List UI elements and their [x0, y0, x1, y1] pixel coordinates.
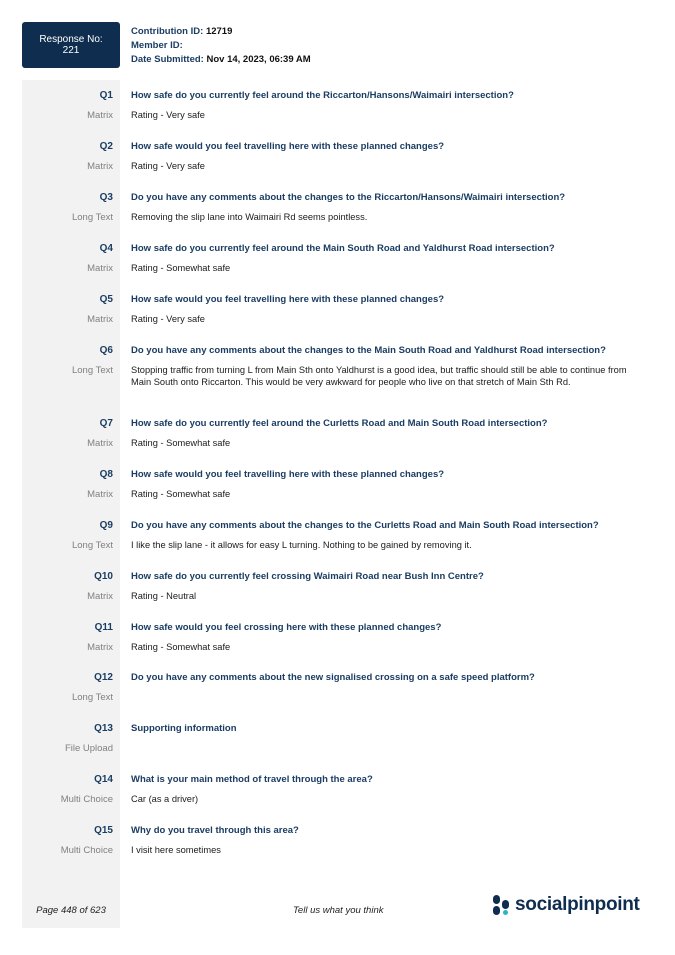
question-block: [0, 189, 675, 223]
answer-type: Matrix: [87, 263, 113, 274]
question-number: Q12: [94, 671, 113, 683]
question-text: How safe would you feel travelling here with these planned changes?: [131, 140, 445, 152]
question-text: How safe would you feel crossing here with these planned changes?: [131, 621, 442, 633]
answer-type: Matrix: [87, 642, 113, 653]
answer-text: Rating - Somewhat safe: [131, 438, 231, 448]
question-block: [0, 619, 675, 653]
answer-text: I like the slip lane - it allows for easy L turning. Nothing to be gained by removing it.: [131, 540, 472, 550]
question-block: [0, 822, 675, 856]
question-block: [0, 138, 675, 172]
question-block: [0, 466, 675, 500]
question-number: Q5: [99, 293, 113, 305]
answer-type: File Upload: [64, 743, 113, 754]
footer-tagline: Tell us what you think: [293, 905, 384, 916]
response-label: Response No:: [39, 34, 103, 45]
pinpoint-logo-icon: [492, 894, 510, 916]
question-block: [0, 720, 675, 754]
answer-type: Matrix: [87, 438, 113, 449]
question-number: Q13: [94, 722, 113, 734]
question-text: How safe do you currently feel around the Riccarton/Hansons/Waimairi intersection?: [131, 89, 514, 101]
question-number: Q4: [99, 242, 113, 254]
question-text: Do you have any comments about the changes to the Curletts Road and Main South Road intersection?: [131, 519, 599, 531]
answer-type: Long Text: [71, 365, 113, 376]
answer-text: Rating - Neutral: [131, 591, 197, 601]
contribution-label: Contribution ID:: [131, 26, 204, 37]
answer-type: Matrix: [87, 591, 113, 602]
question-text: How safe do you currently feel around the Curletts Road and Main South Road intersection?: [131, 417, 548, 429]
question-text: Supporting information: [131, 722, 237, 734]
answer-text: I visit here sometimes: [131, 845, 221, 855]
date-submitted: Nov 14, 2023, 06:39 AM: [206, 54, 311, 65]
question-block: [0, 771, 675, 805]
answer-type: Matrix: [87, 314, 113, 325]
question-text: How safe do you currently feel around the Main South Road and Yaldhurst Road intersection?: [131, 242, 555, 254]
question-block: [0, 415, 675, 449]
page-number: Page 448 of 623: [36, 905, 106, 916]
question-text: Do you have any comments about the changes to the Main South Road and Yaldhurst Road intersection?: [131, 344, 606, 356]
answer-text: Rating - Somewhat safe: [131, 489, 231, 499]
date-label: Date Submitted:: [131, 54, 204, 65]
question-block: [0, 342, 675, 387]
submission-meta: [131, 25, 311, 67]
question-block: [0, 669, 675, 703]
question-text: Why do you travel through this area?: [131, 824, 299, 836]
question-number: Q14: [94, 773, 113, 785]
question-number: Q6: [99, 344, 113, 356]
socialpinpoint-logo: [492, 894, 640, 916]
contribution-id: 12719: [205, 26, 233, 37]
question-number: Q15: [94, 824, 113, 836]
answer-type: Long Text: [71, 540, 113, 551]
answer-text: Rating - Very safe: [131, 314, 205, 324]
question-number: Q10: [94, 570, 113, 582]
answer-type: Multi Choice: [60, 794, 113, 805]
question-number: Q7: [99, 417, 113, 429]
response-number-badge: [22, 22, 120, 68]
question-block: [0, 291, 675, 325]
question-text: How safe would you feel travelling here with these planned changes?: [131, 468, 445, 480]
question-text: Do you have any comments about the changes to the Riccarton/Hansons/Waimairi intersection?: [131, 191, 566, 203]
question-number: Q9: [99, 519, 113, 531]
answer-type: Matrix: [87, 489, 113, 500]
question-text: How safe do you currently feel crossing Waimairi Road near Bush Inn Centre?: [131, 570, 484, 582]
question-number: Q8: [99, 468, 113, 480]
question-text: How safe would you feel travelling here with these planned changes?: [131, 293, 445, 305]
date-submitted-row: [131, 53, 311, 67]
question-number: Q3: [99, 191, 113, 203]
answer-text: Rating - Somewhat safe: [131, 642, 231, 652]
answer-type: Long Text: [71, 212, 113, 223]
question-text: Do you have any comments about the new signalised crossing on a safe speed platform?: [131, 671, 535, 683]
answer-text: Car (as a driver): [131, 794, 199, 804]
question-block: [0, 87, 675, 121]
answer-text: Removing the slip lane into Waimairi Rd seems pointless.: [131, 212, 368, 222]
question-block: [0, 240, 675, 274]
answer-type: Multi Choice: [60, 845, 113, 856]
answer-type: Matrix: [87, 110, 113, 121]
answer-text: Rating - Very safe: [131, 161, 205, 171]
contribution-id-row: [131, 25, 311, 39]
member-label: Member ID:: [131, 40, 183, 51]
question-number: Q1: [99, 89, 113, 101]
question-number: Q11: [94, 621, 113, 633]
response-number: 221: [62, 45, 80, 56]
question-text: What is your main method of travel through the area?: [131, 773, 373, 785]
question-block: [0, 517, 675, 551]
question-number: Q2: [99, 140, 113, 152]
answer-type: Long Text: [71, 692, 113, 703]
answer-text: Stopping traffic from turning L from Main Sth onto Yaldhurst is a good idea, but traffic should still be able to continue from Main South onto Riccarton. This would be very awkward for people who live on that stretch of Main Sth Rd.: [131, 365, 627, 387]
logo-wordmark: socialpinpoint: [515, 894, 640, 915]
question-block: [0, 568, 675, 602]
member-id-row: [131, 39, 311, 53]
answer-type: Matrix: [87, 161, 113, 172]
answer-text: Rating - Somewhat safe: [131, 263, 231, 273]
answer-text: Rating - Very safe: [131, 110, 205, 120]
